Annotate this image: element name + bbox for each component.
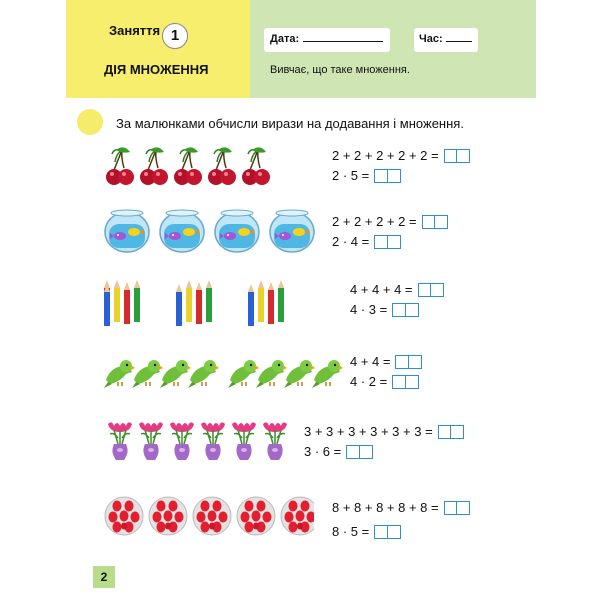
time-line [446, 33, 472, 42]
page-number: 2 [93, 566, 115, 588]
exercise-row [66, 146, 536, 206]
exercise-row [66, 496, 536, 556]
date-line [303, 33, 383, 42]
answer-box[interactable] [444, 149, 469, 163]
answer-box[interactable] [395, 355, 420, 369]
answer-box[interactable] [346, 445, 371, 459]
addition-expression: 4 + 4 = [350, 354, 420, 369]
multiplication-expression: 4 · 2 = [350, 374, 417, 389]
answer-box[interactable] [438, 425, 463, 439]
time-field[interactable] [414, 28, 478, 52]
lesson-topic: ДІЯ МНОЖЕННЯ [104, 62, 209, 77]
lesson-label: Заняття [109, 23, 161, 38]
answer-box[interactable] [392, 303, 417, 317]
addition-expression: 2 + 2 + 2 + 2 + 2 = [332, 148, 469, 163]
multiplication-expression: 4 · 3 = [350, 302, 417, 317]
multiplication-expression: 2 · 5 = [332, 168, 399, 183]
parrots-icon [104, 352, 344, 412]
pencils-icon [104, 280, 304, 340]
exercise-row [66, 352, 536, 412]
lesson-header-panel [66, 0, 250, 98]
lesson-number: 1 [162, 23, 188, 49]
answer-box[interactable] [392, 375, 417, 389]
date-field[interactable] [264, 28, 390, 52]
strawberry-plate-icon [104, 496, 314, 556]
answer-box[interactable] [422, 215, 447, 229]
fish-bowl-icon [104, 206, 316, 266]
exercise-row [66, 206, 536, 266]
cherries-icon [104, 146, 284, 206]
flower-vase-icon [104, 420, 290, 480]
task-instruction: За малюнками обчисли вирази на додавання і множення. [116, 116, 464, 131]
multiplication-expression: 8 · 5 = [332, 524, 399, 539]
addition-expression: 8 + 8 + 8 + 8 + 8 = [332, 500, 469, 515]
multiplication-expression: 3 · 6 = [304, 444, 371, 459]
task-marker-icon [77, 109, 103, 135]
exercise-row [66, 420, 536, 480]
date-label: Дата: [270, 33, 300, 45]
answer-box[interactable] [374, 169, 399, 183]
multiplication-expression: 2 · 4 = [332, 234, 399, 249]
learning-goal: Вивчає, що таке множення. [270, 64, 410, 76]
answer-box[interactable] [418, 283, 443, 297]
addition-expression: 2 + 2 + 2 + 2 = [332, 214, 447, 229]
time-label: Час: [419, 33, 443, 45]
addition-expression: 4 + 4 + 4 = [350, 282, 443, 297]
answer-box[interactable] [374, 235, 399, 249]
workbook-page [66, 0, 536, 600]
answer-box[interactable] [444, 501, 469, 515]
exercise-row [66, 280, 536, 340]
addition-expression: 3 + 3 + 3 + 3 + 3 + 3 = [304, 424, 463, 439]
answer-box[interactable] [374, 525, 399, 539]
